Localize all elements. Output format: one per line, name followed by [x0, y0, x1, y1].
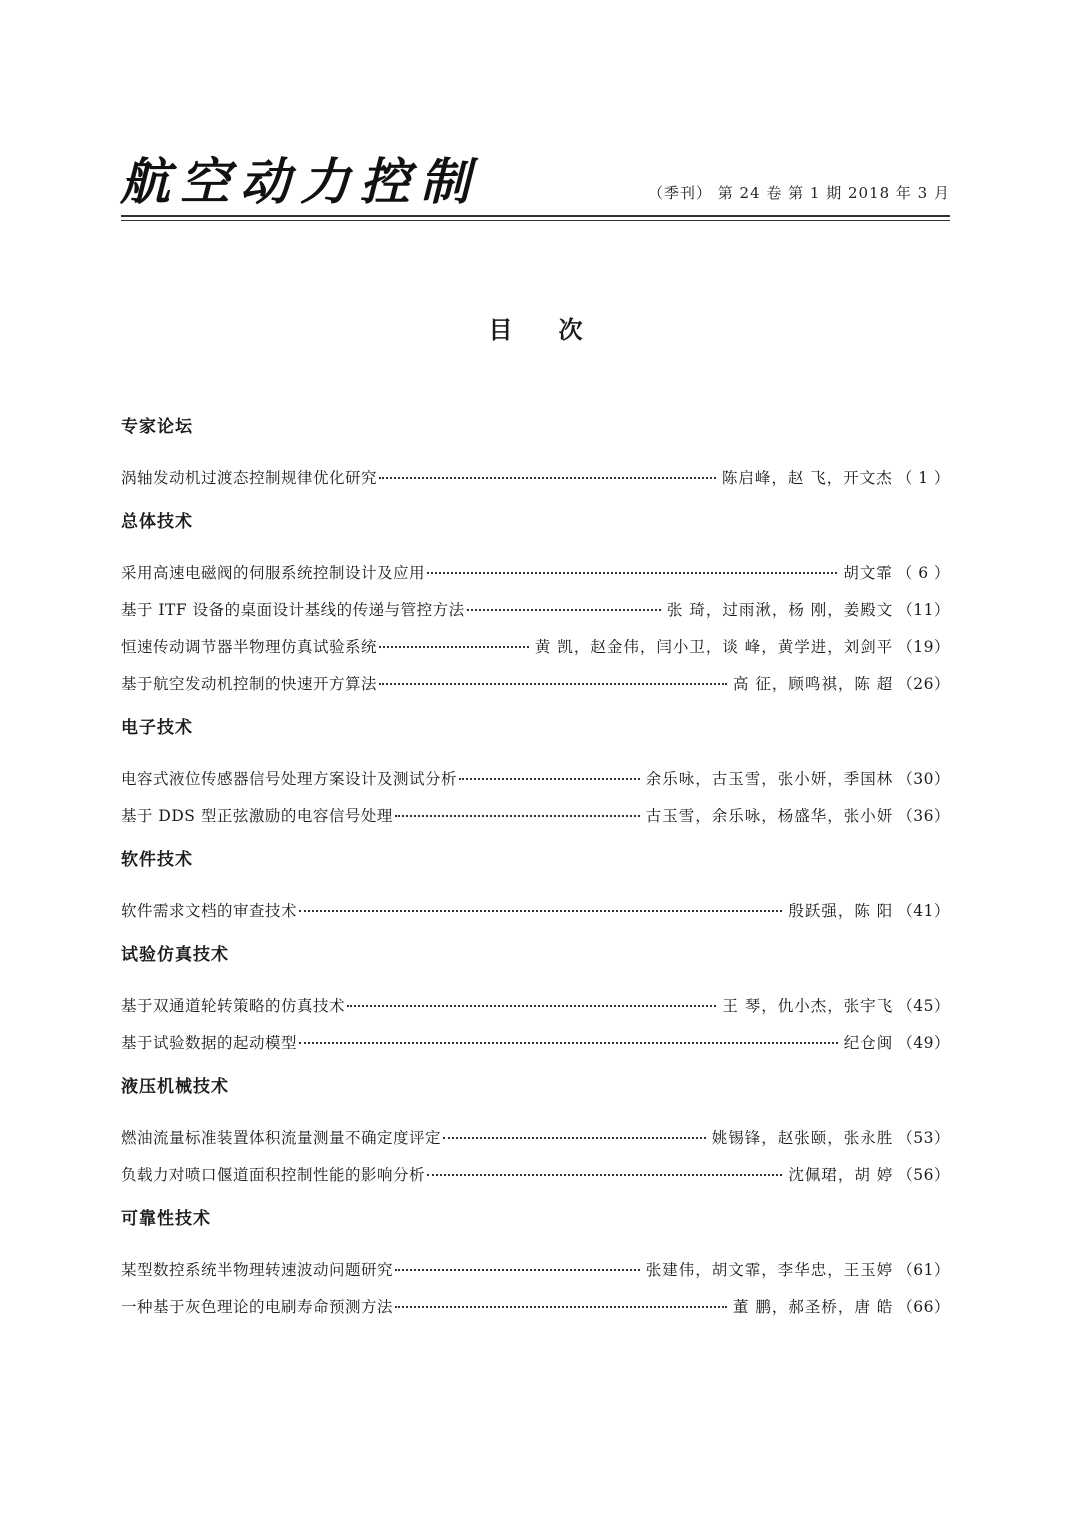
entry-authors: 沈佩珺，胡 婷	[788, 1166, 894, 1184]
entry-page-number: （41）	[897, 902, 950, 920]
entry-authors: 董 鹏，郝圣桥，唐 皓	[732, 1298, 894, 1316]
entry-title: 燃油流量标准装置体积流量测量不确定度评定	[121, 1129, 442, 1147]
entry-authors: 高 征，顾鸣祺，陈 超	[732, 675, 894, 693]
entry-authors: 古玉雪，余乐咏，杨盛华，张小妍	[645, 807, 894, 825]
entry-title: 采用高速电磁阀的伺服系统控制设计及应用	[121, 564, 426, 582]
dot-leader	[395, 1306, 727, 1308]
dot-leader	[347, 1005, 716, 1007]
toc-entry[interactable]	[121, 555, 950, 592]
entry-authors: 余乐咏，古玉雪，张小妍，季国林	[645, 770, 894, 788]
dot-leader	[379, 477, 716, 479]
entry-page-number: （36）	[897, 807, 950, 825]
toc-entry[interactable]	[121, 761, 950, 798]
toc-section	[121, 505, 950, 703]
section-title: 试验仿真技术	[121, 945, 229, 965]
table-of-contents	[121, 410, 950, 1326]
entry-page-number: （ 1 ）	[896, 469, 950, 487]
toc-entry[interactable]	[121, 988, 950, 1025]
entry-page-number: （66）	[897, 1298, 950, 1316]
entry-authors: 王 琴，仇小杰，张宇飞	[722, 997, 894, 1015]
entry-title: 一种基于灰色理论的电刷寿命预测方法	[121, 1298, 394, 1316]
toc-entry[interactable]	[121, 1289, 950, 1326]
entry-authors: 胡文霏	[843, 564, 893, 582]
dot-leader	[443, 1137, 706, 1139]
toc-entry[interactable]	[121, 1120, 950, 1157]
entry-title: 某型数控系统半物理转速波动问题研究	[121, 1261, 394, 1279]
dot-leader	[395, 815, 640, 817]
entry-page-number: （45）	[897, 997, 950, 1015]
dot-leader	[427, 1174, 782, 1176]
entry-title: 电容式液位传感器信号处理方案设计及测试分析	[121, 770, 458, 788]
toc-entry[interactable]	[121, 1252, 950, 1289]
entry-page-number: （ 6 ）	[896, 564, 950, 582]
entry-authors: 姚锡锋，赵张颐，张永胜	[711, 1129, 894, 1147]
entry-title: 基于试验数据的起动模型	[121, 1034, 298, 1052]
entry-page-number: （11）	[897, 601, 950, 619]
section-title: 总体技术	[121, 512, 193, 532]
section-title: 软件技术	[121, 850, 193, 870]
toc-entry[interactable]	[121, 460, 950, 497]
dot-leader	[379, 683, 727, 685]
toc-section	[121, 843, 950, 930]
entry-title: 恒速传动调节器半物理仿真试验系统	[121, 638, 378, 656]
dot-leader	[299, 1042, 838, 1044]
entry-authors: 黄 凯，赵金伟，闫小卫，谈 峰，黄学进，刘剑平	[534, 638, 894, 656]
entry-title: 基于 ITF 设备的桌面设计基线的传递与管控方法	[121, 601, 465, 619]
toc-section	[121, 1202, 950, 1326]
entry-authors: 殷跃强，陈 阳	[788, 902, 894, 920]
entry-title: 基于双通道轮转策略的仿真技术	[121, 997, 346, 1015]
entry-title: 负载力对喷口偃道面积控制性能的影响分析	[121, 1166, 426, 1184]
entry-title: 涡轴发动机过渡态控制规律优化研究	[121, 469, 378, 487]
entry-page-number: （61）	[897, 1261, 950, 1279]
toc-section	[121, 1070, 950, 1194]
entry-title: 基于 DDS 型正弦激励的电容信号处理	[121, 807, 393, 825]
toc-section	[121, 711, 950, 835]
entry-page-number: （56）	[897, 1166, 950, 1184]
entry-page-number: （30）	[897, 770, 950, 788]
entry-title: 基于航空发动机控制的快速开方算法	[121, 675, 378, 693]
toc-entry[interactable]	[121, 666, 950, 703]
entry-title: 软件需求文档的审查技术	[121, 902, 298, 920]
dot-leader	[395, 1269, 640, 1271]
toc-entry[interactable]	[121, 629, 950, 666]
header-rule-thin	[121, 220, 950, 221]
dot-leader	[427, 572, 837, 574]
entry-page-number: （19）	[897, 638, 950, 656]
toc-entry[interactable]	[121, 798, 950, 835]
toc-section	[121, 410, 950, 497]
section-title: 电子技术	[121, 718, 193, 738]
section-title: 液压机械技术	[121, 1077, 229, 1097]
dot-leader	[459, 778, 640, 780]
dot-leader	[299, 910, 782, 912]
toc-entry[interactable]	[121, 1157, 950, 1194]
toc-entry[interactable]	[121, 592, 950, 629]
toc-section	[121, 938, 950, 1062]
toc-entry[interactable]	[121, 1025, 950, 1062]
header-rule-thick	[121, 215, 950, 217]
toc-entry[interactable]	[121, 893, 950, 930]
journal-title: 航空动力控制	[120, 152, 480, 211]
section-title: 专家论坛	[121, 417, 193, 437]
entry-authors: 张 琦，过雨湫，杨 刚，姜殿文	[666, 601, 894, 619]
entry-authors: 张建伟，胡文霏，李华忠，王玉婷	[645, 1261, 894, 1279]
entry-authors: 纪仓闽	[843, 1034, 894, 1052]
entry-authors: 陈启峰，赵 飞，开文杰	[721, 469, 893, 487]
toc-heading: 目次	[488, 316, 629, 344]
entry-page-number: （53）	[897, 1129, 950, 1147]
dot-leader	[379, 646, 529, 648]
issue-info: （季刊） 第 24 卷 第 1 期 2018 年 3 月	[647, 184, 950, 202]
dot-leader	[467, 609, 661, 611]
section-title: 可靠性技术	[121, 1209, 211, 1229]
entry-page-number: （49）	[897, 1034, 950, 1052]
entry-page-number: （26）	[897, 675, 950, 693]
